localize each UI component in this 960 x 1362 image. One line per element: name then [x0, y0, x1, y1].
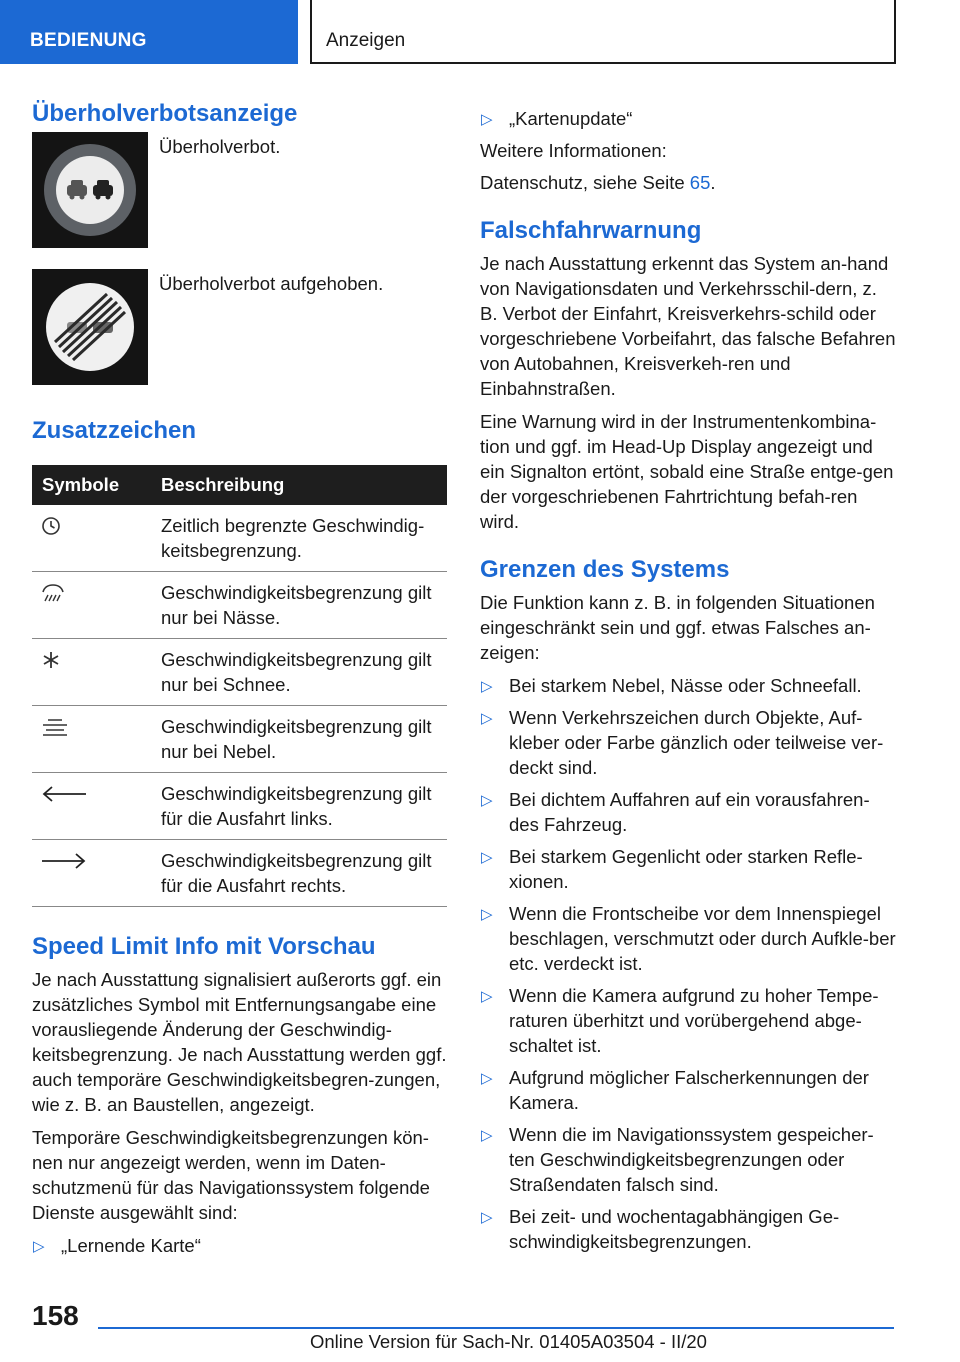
wrong-way-paragraph-2: Eine Warnung wird in der Instrumentenkombina-tion und ggf. im Head-Up Display angezeigt und ein Signalton ertönt, sobald eine Straße entge-gen der vorgeschriebenen Fahrtrichtung befah-ren wird. [480, 411, 894, 532]
triangle-bullet-icon: ▷ [481, 1127, 493, 1144]
triangle-bullet-icon: ▷ [481, 792, 493, 809]
page-link[interactable]: 65 [689, 172, 711, 193]
no-overtaking-text: Überholverbot. [159, 136, 281, 157]
list-item: ▷ Aufgrund möglicher Falscherkennungen der Kamera. [481, 1067, 869, 1113]
end-no-overtaking-sign-icon [32, 269, 148, 385]
sign-row-end-no-overtaking [32, 269, 447, 385]
list-item: ▷ Wenn die Kamera aufgrund zu hoher Tempe-raturen überhitzt und vorübergehend abge-schaltet ist. [481, 985, 879, 1056]
arrow-left-icon [40, 783, 88, 805]
privacy-reference: Datenschutz, siehe Seite 65. [480, 172, 716, 193]
row-description: Geschwindigkeitsbegrenzung gilt für die Ausfahrt links. [161, 773, 447, 840]
services-list-continued [480, 106, 896, 131]
row-description: Geschwindigkeitsbegrenzung gilt nur bei Nässe. [161, 572, 447, 639]
limits-intro: Die Funktion kann z. B. in folgenden Situationen eingeschränkt sein und ggf. etwas Falsches an-zeigen: [480, 592, 875, 663]
end-no-overtaking-text: Überholverbot aufgehoben. [159, 273, 384, 294]
row-description: Geschwindigkeitsbegrenzung gilt nur bei Schnee. [161, 639, 447, 706]
more-info-text: Weitere Informationen: [480, 140, 667, 161]
table-row [32, 639, 447, 706]
footer-divider [98, 1327, 894, 1329]
additional-signs-heading: Zusatzzeichen [32, 417, 197, 444]
list-item: ▷ Bei starkem Nebel, Nässe oder Schneefall. [480, 673, 896, 698]
footer-text: Online Version für Sach-Nr. 01405A03504 - II/20 [310, 1331, 707, 1352]
speed-limit-paragraph: Je nach Ausstattung signalisiert außerorts ggf. ein zusätzliches Symbol mit Entfernungsangabe eine vorausliegende Änderung der Geschwindig-keitsbegrenzung. Je nach Ausstattung werden ggf. auch temporäre Geschwindigkeitsbegren-zungen, wie z. B. an Baustellen, angezeigt. [32, 969, 447, 1115]
fog-icon [40, 716, 70, 738]
overtaking-heading: Überholverbotsanzeige [32, 100, 298, 127]
table-row [32, 572, 447, 639]
list-item: ▷ Bei dichtem Auffahren auf ein vorausfahren-des Fahrzeug. [481, 789, 870, 835]
triangle-bullet-icon: ▷ [481, 1070, 493, 1087]
col-header-symbol: Symbole [32, 465, 161, 505]
limits-list [480, 673, 896, 1254]
triangle-bullet-icon: ▷ [481, 849, 493, 866]
triangle-bullet-icon: ▷ [481, 906, 493, 923]
right-column [480, 100, 896, 1254]
sign-row-no-overtaking [32, 132, 447, 248]
arrow-right-icon [40, 850, 88, 872]
page-number: 158 [32, 1300, 79, 1331]
section-tab: BEDIENUNG [0, 0, 298, 64]
list-item: ▷ Bei zeit- und wochentagabhängigen Ge-schwindigkeitsbegrenzungen. [481, 1206, 840, 1252]
col-header-description: Beschreibung [161, 465, 447, 505]
additional-signs-table [32, 465, 447, 907]
triangle-bullet-icon: ▷ [481, 111, 493, 128]
clock-icon [40, 515, 62, 537]
row-description: Zeitlich begrenzte Geschwindig-keitsbegrenzung. [161, 505, 447, 572]
list-item: ▷ Wenn die im Navigationssystem gespeicher-ten Geschwindigkeitsbegrenzungen oder Straßendaten falsch sind. [481, 1124, 874, 1195]
list-item: ▷ Bei starkem Gegenlicht oder starken Refle-xionen. [481, 846, 863, 892]
table-row [32, 773, 447, 840]
list-item: ▷ „Kartenupdate“ [480, 106, 896, 131]
list-item: ▷ Wenn Verkehrszeichen durch Objekte, Auf-kleber oder Farbe gänzlich oder teilweise ver-deckt sind. [481, 707, 884, 778]
services-list [32, 1233, 447, 1258]
left-column [32, 100, 447, 1258]
triangle-bullet-icon: ▷ [481, 1209, 493, 1226]
triangle-bullet-icon: ▷ [481, 678, 493, 695]
table-row [32, 840, 447, 907]
triangle-bullet-icon: ▷ [481, 988, 493, 1005]
table-row [32, 706, 447, 773]
subsection-title: Anzeigen [310, 0, 896, 64]
triangle-bullet-icon: ▷ [481, 710, 493, 727]
table-row [32, 505, 447, 572]
list-item: ▷ Wenn die Frontscheibe vor dem Innenspiegel beschlagen, verschmutzt oder durch Aufkle-ber etc. verdeckt ist. [481, 903, 896, 974]
speed-limit-heading: Speed Limit Info mit Vorschau [32, 933, 376, 960]
wrong-way-paragraph: Je nach Ausstattung erkennt das System an-hand von Navigationsdaten und Verkehrsschil-dern, z. B. Verbot der Einfahrt, Kreisverkehrs-schild oder vorgeschriebene Vorbeifahrt, das falsche Befahren von Autobahnen, Kreisverkeh-ren und Einbahnstraßen. [480, 253, 896, 399]
snowflake-icon [40, 649, 62, 671]
wet-road-icon [40, 582, 66, 604]
limits-heading: Grenzen des Systems [480, 556, 730, 583]
wrong-way-heading: Falschfahrwarnung [480, 217, 702, 244]
list-item: ▷ „Lernende Karte“ [32, 1233, 447, 1258]
triangle-bullet-icon: ▷ [33, 1238, 45, 1255]
speed-limit-paragraph-2: Temporäre Geschwindigkeitsbegrenzungen kön-nen nur angezeigt werden, wenn im Daten-schutzmenü für das Navigationssystem folgende Dienste ausgewählt sind: [32, 1127, 430, 1223]
no-overtaking-sign-icon [32, 132, 148, 248]
row-description: Geschwindigkeitsbegrenzung gilt für die Ausfahrt rechts. [161, 840, 447, 907]
row-description: Geschwindigkeitsbegrenzung gilt nur bei Nebel. [161, 706, 447, 773]
